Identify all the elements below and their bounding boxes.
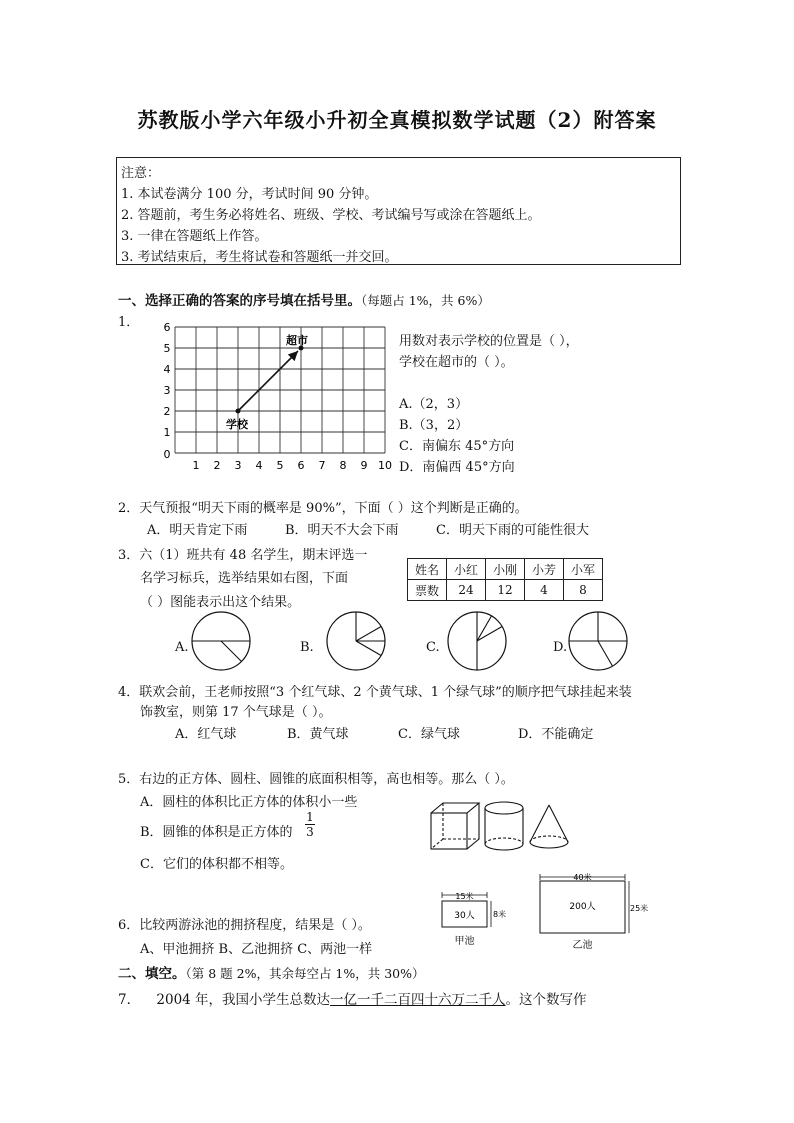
table-cell: 12: [486, 580, 525, 601]
notice-line: 2. 答题前，考生务必将姓名、班级、学校、考试编号写或涂在答题纸上。: [121, 208, 541, 223]
y-tick-label: 3: [163, 384, 171, 397]
school-label: 学校: [226, 418, 248, 431]
vote-table: [407, 558, 603, 601]
q4-option-c: C．绿气球: [398, 727, 460, 742]
q4-stem-line2: 饰教室，则第 17 个气球是（ ）。: [140, 705, 332, 720]
q4-option-d: D．不能确定: [518, 727, 594, 742]
x-tick-label: 6: [297, 459, 305, 470]
pool-a-width: 15米: [455, 892, 474, 901]
section-2-heading: [118, 962, 425, 982]
pool-a-name: 甲池: [454, 936, 475, 947]
market-label: 超市: [286, 334, 308, 347]
pool-b-width: 40米: [573, 873, 592, 882]
vote-table-data-row: [408, 580, 603, 601]
q1-option-a: A.（2，3）: [399, 397, 469, 412]
q1-option-b: B.（3，2）: [399, 418, 469, 433]
pie-chart-a: [190, 610, 252, 672]
pie-label-d: D.: [553, 640, 568, 655]
pool-b-name: 乙池: [572, 940, 593, 951]
pool-b: [540, 872, 648, 951]
q2-stem: 2．天气预报“明天下雨的概率是 90%”，下面（ ）这个判断是正确的。: [118, 501, 528, 516]
q7-text-after: 。这个数写作: [505, 992, 587, 1008]
x-tick-label: 9: [360, 459, 368, 470]
pie-chart-c: [446, 610, 508, 672]
table-cell: 小红: [447, 559, 486, 580]
q2-option-b: B．明天不大会下雨: [285, 523, 399, 538]
pool-figure: [430, 868, 655, 953]
q2-option-c: C．明天下雨的可能性很大: [436, 523, 589, 538]
table-cell: 4: [525, 580, 564, 601]
table-cell: 票数: [408, 580, 447, 601]
x-tick-label: 10: [378, 459, 392, 470]
solids-figure: [425, 797, 605, 859]
q3-stem-line3: （ ）图能表示出这个结果。: [140, 595, 301, 610]
q2-option-a: A．明天肯定下雨: [147, 523, 248, 538]
q7-text-before: 2004 年，我国小学生总数达: [156, 992, 331, 1008]
x-tick-label: 0: [163, 448, 171, 461]
notice-line: 3. 考试结束后，考生将试卷和答题纸一并交回。: [121, 250, 398, 265]
table-cell: 姓名: [408, 559, 447, 580]
section-2-title: 二、填空。: [118, 966, 186, 982]
pool-a-people: 30人: [454, 911, 475, 921]
route-arrow: [238, 351, 298, 411]
x-tick-label: 3: [234, 459, 242, 470]
section-1-heading: [118, 289, 490, 309]
pie-label-b: B.: [300, 640, 314, 655]
q6-stem: 6．比较两游泳池的拥挤程度，结果是（ ）。: [118, 918, 371, 933]
section-1-title: 一、选择正确的答案的序号填在括号里。: [118, 293, 361, 309]
table-cell: 小军: [564, 559, 603, 580]
q4-option-a: A．红气球: [175, 727, 237, 742]
section-2-note: （第 8 题 2%，其余每空占 1%，共 30%）: [185, 966, 425, 981]
q1-stem-line1: 用数对表示学校的位置是（ ），: [399, 334, 579, 349]
q1-option-c: C．南偏东 45°方向: [399, 439, 515, 454]
x-tick-label: 2: [213, 459, 221, 470]
fraction-one-third: [305, 810, 315, 839]
notice-heading: 注意：: [121, 166, 161, 181]
x-tick-label: 8: [339, 459, 347, 470]
pie-label-a: A.: [175, 640, 189, 655]
page-title: 苏教版小学六年级小升初全真模拟数学试题（2）附答案: [137, 108, 657, 132]
q7-number: 7．: [118, 992, 141, 1008]
notice-line: 1. 本试卷满分 100 分，考试时间 90 分钟。: [121, 187, 378, 202]
q5-option-a: A．圆柱的体积比正方体的体积小一些: [140, 795, 358, 810]
q5-option-b: B．圆锥的体积是正方体的: [140, 825, 293, 840]
x-tick-label: 4: [255, 459, 263, 470]
pool-a: [442, 891, 506, 947]
q4-stem-line1: 4．联欢会前，王老师按照“3 个红气球、2 个黄气球、1 个绿气球”的顺序把气球挂起来装: [118, 685, 632, 700]
q5-stem: 5．右边的正方体、圆柱、圆锥的底面积相等，高也相等。那么（ ）。: [118, 772, 514, 787]
pie-chart-d: [567, 610, 629, 672]
q1-option-d: D．南偏西 45°方向: [399, 460, 515, 475]
cube-shape: [431, 803, 479, 849]
y-tick-label: 5: [163, 342, 171, 355]
y-tick-label: 1: [163, 426, 171, 439]
x-tick-label: 1: [192, 459, 200, 470]
fraction-denominator: 3: [306, 825, 314, 839]
q3-stem-line1: 3．六（1）班共有 48 名学生，期末评选一: [118, 548, 368, 563]
q7-underlined-number: 一亿一千二百四十六万二千人: [330, 992, 506, 1008]
q5-option-c: C．它们的体积都不相等。: [140, 857, 293, 872]
q6-options: A、甲池拥挤 B、乙池拥挤 C、两池一样: [140, 942, 373, 957]
school-point: [236, 409, 241, 414]
table-cell: 8: [564, 580, 603, 601]
y-tick-label: 6: [163, 321, 171, 334]
pool-b-height: 25米: [630, 904, 649, 913]
y-tick-label: 2: [163, 405, 171, 418]
cone-shape: [530, 805, 568, 848]
pool-a-height: 8米: [493, 910, 507, 919]
q4-option-b: B．黄气球: [287, 727, 349, 742]
pie-label-c: C.: [426, 640, 440, 655]
q1-stem-line2: 学校在超市的（ ）。: [399, 355, 514, 370]
section-1-note: （每题占 1%，共 6%）: [361, 293, 490, 308]
q1-number: 1．: [118, 315, 140, 330]
table-cell: 24: [447, 580, 486, 601]
coordinate-grid: [150, 318, 395, 470]
x-tick-label: 5: [276, 459, 284, 470]
q3-stem-line2: 名学习标兵，选举结果如右图，下面: [140, 571, 349, 586]
pie-chart-b: [325, 610, 387, 672]
vote-table-header-row: [408, 559, 603, 580]
pool-b-people: 200人: [569, 902, 596, 912]
notice-box: [116, 157, 681, 265]
fraction-numerator: 1: [306, 810, 314, 824]
table-cell: 小芳: [525, 559, 564, 580]
cylinder-shape: [485, 802, 523, 850]
notice-line: 3. 一律在答题纸上作答。: [121, 229, 268, 244]
q7-line: [118, 988, 587, 1008]
x-tick-label: 7: [318, 459, 326, 470]
table-cell: 小刚: [486, 559, 525, 580]
y-tick-label: 4: [163, 363, 171, 376]
